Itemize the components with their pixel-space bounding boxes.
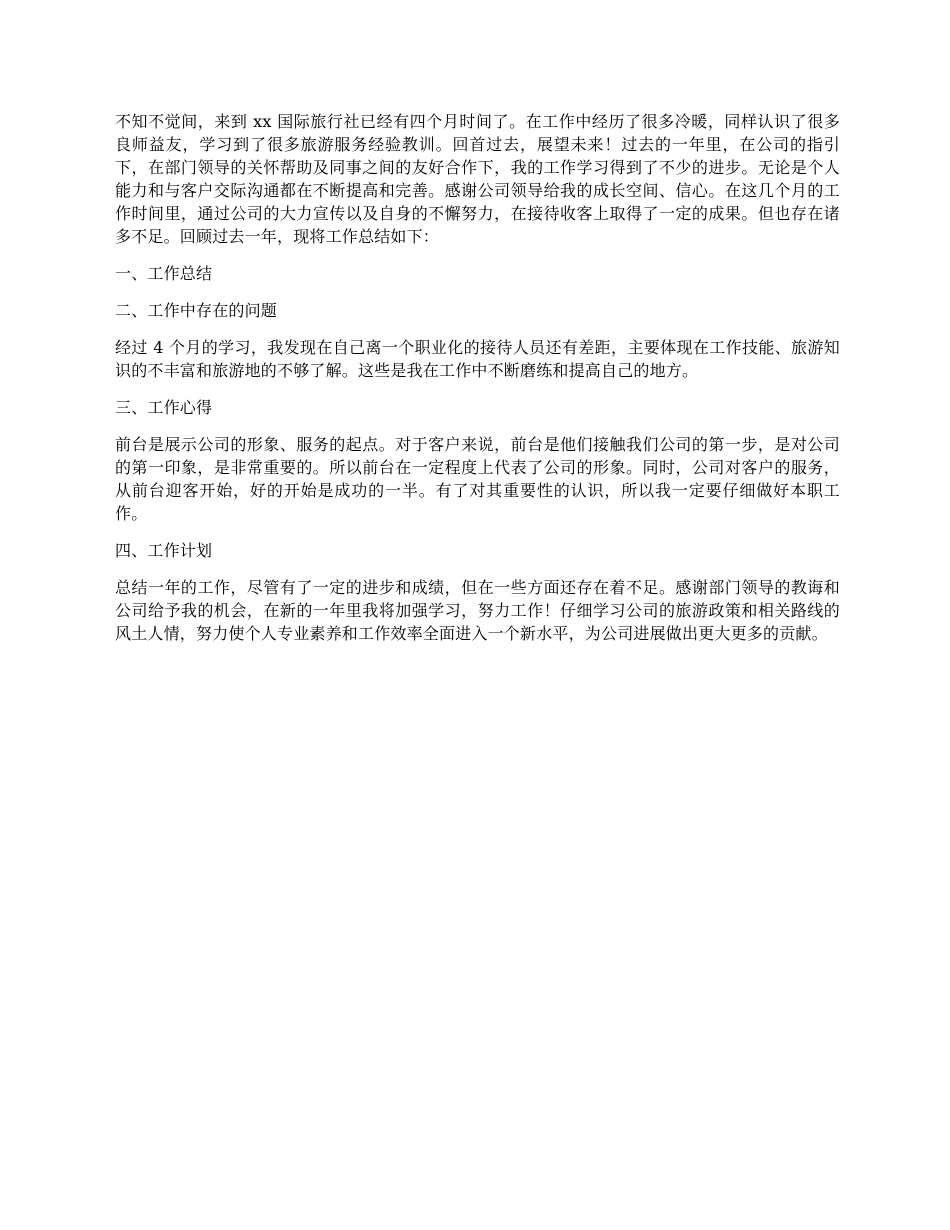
section-heading-problems: 二、工作中存在的问题 <box>115 301 278 320</box>
problems-paragraph: 经过 4 个月的学习，我发现在自己离一个职业化的接待人员还有差距，主要体现在工作技能、旅游知识的不丰富和旅游地的不够了解。这些是我在工作中不断磨练和提高自己的地方。 <box>115 338 840 380</box>
plan-paragraph: 总结一年的工作，尽管有了一定的进步和成绩，但在一些方面还存在着不足。感谢部门领导的教诲和公司给予我的机会，在新的一年里我将加强学习，努力工作！仔细学习公司的旅游政策和相关路线的风土人情，努力使个人专业素养和工作效率全面进入一个新水平，为公司进展做出更大更多的贡献。 <box>115 578 840 643</box>
section-heading-experience: 三、工作心得 <box>115 398 213 417</box>
experience-paragraph: 前台是展示公司的形象、服务的起点。对于客户来说，前台是他们接触我们公司的第一步，是对公司的第一印象，是非常重要的。所以前台在一定程度上代表了公司的形象。同时，公司对客户的服务，从前台迎客开始，好的开始是成功的一半。有了对其重要性的认识，所以我一定要仔细做好本职工作。 <box>115 435 840 523</box>
section-heading-work-summary: 一、工作总结 <box>115 264 213 283</box>
intro-paragraph: 不知不觉间，来到 xx 国际旅行社已经有四个月时间了。在工作中经历了很多冷暖，同样认识了很多良师益友，学习到了很多旅游服务经验教训。回首过去，展望未来！过去的一年里，在公司的指引下，在部门领导的关怀帮助及同事之间的友好合作下，我的工作学习得到了不少的进步。无论是个人能力和与客户交际沟通都在不断提高和完善。感谢公司领导给我的成长空间、信心。在这几个月的工作时间里，通过公司的大力宣传以及自身的不懈努力，在接待收客上取得了一定的成果。但也存在诸多不足。回顾过去一年，现将工作总结如下： <box>115 112 840 246</box>
section-heading-plan: 四、工作计划 <box>115 541 213 560</box>
document-page <box>115 110 840 659</box>
